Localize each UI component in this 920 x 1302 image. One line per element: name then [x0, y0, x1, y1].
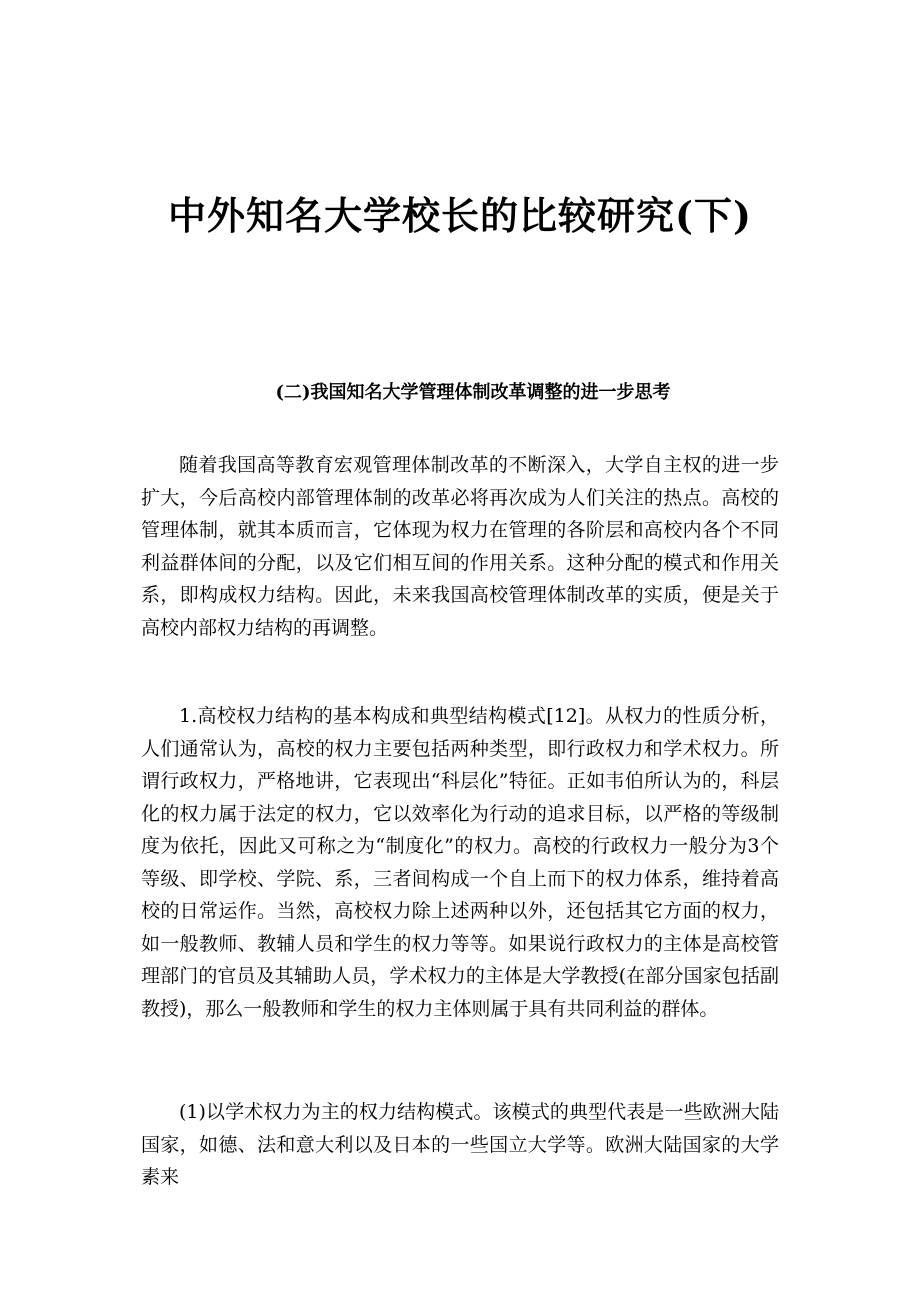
paragraph-3: (1)以学术权力为主的权力结构模式。该模式的典型代表是一些欧洲大陆国家，如德、法和意大利以及日本的一些国立大学等。欧洲大陆国家的大学素来: [141, 1101, 779, 1188]
paragraph-1: 随着我国高等教育宏观管理体制改革的不断深入，大学自主权的进一步扩大，今后高校内部管理体制的改革必将再次成为人们关注的热点。高校的管理体制，就其本质而言，它体现为权力在管理的各阶层和高校内各个不同利益群体间的分配，以及它们相互间的作用关系。这种分配的模式和作用关系，即构成权力结构。因此，未来我国高校管理体制改革的实质，便是关于高校内部权力结构的再调整。: [141, 454, 779, 639]
paragraph-2: 1.高校权力结构的基本构成和典型结构模式[12]。从权力的性质分析，人们通常认为，高校的权力主要包括两种类型，即行政权力和学术权力。所谓行政权力，严格地讲，它表现出“科层化”特征。正如韦伯所认为的，科层化的权力属于法定的权力，它以效率化为行动的追求目标，以严格的等级制度为依托，因此又可称之为“制度化”的权力。高校的行政权力一般分为3个等级、即学校、学院、系，三者间构成一个自上而下的权力体系，维持着高校的日常运作。当然，高校权力除上述两种以外，还包括其它方面的权力，如一般教师、教辅人员和学生的权力等等。如果说行政权力的主体是高校管理部门的官员及其辅助人员，学术权力的主体是大学教授(在部分国家包括副教授)，那么一般教师和学生的权力主体则属于具有共同利益的群体。: [141, 705, 779, 1020]
section-heading: (二)我国知名大学管理体制改革调整的进一步思考: [275, 382, 671, 403]
document-title: 中外知名大学校长的比较研究(下): [168, 193, 752, 238]
